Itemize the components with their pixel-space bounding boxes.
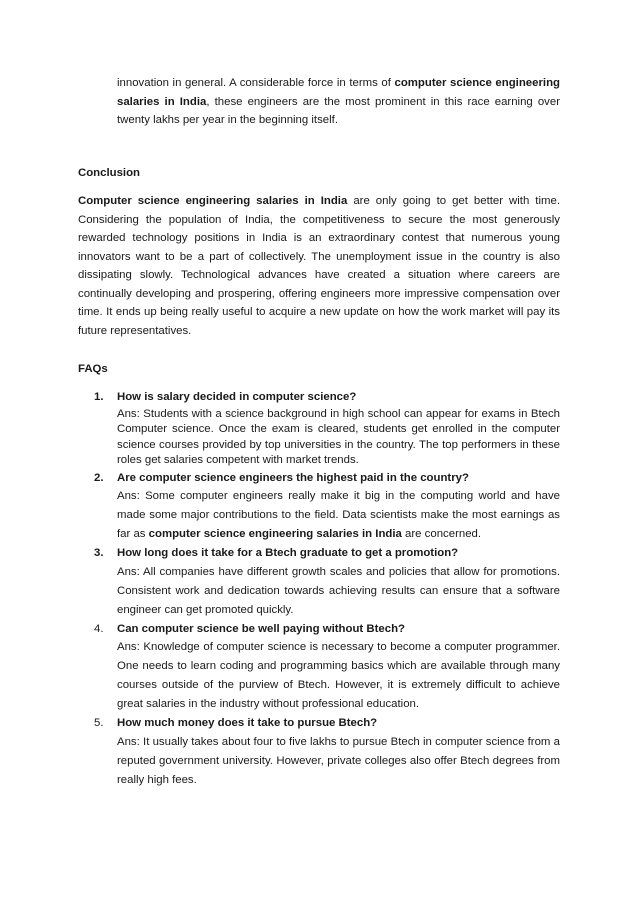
faqs-heading: FAQs xyxy=(78,363,108,375)
faq-answer-text: Ans: Some computer engineers really make it big in the computing world and have made some major contributions to the field. Data scientists make the most earnings as far as xyxy=(117,490,560,540)
faq-number: 1. xyxy=(94,391,104,403)
conclusion-heading: Conclusion xyxy=(78,167,141,179)
faq-item xyxy=(78,469,560,545)
faq-question: How is salary decided in computer science? xyxy=(117,391,357,403)
faq-number: 5. xyxy=(94,717,104,729)
faq-item xyxy=(78,388,560,469)
faq-answer-keyword: computer science engineering salaries in India xyxy=(148,528,402,540)
faq-number: 4. xyxy=(94,622,104,635)
faq-answer xyxy=(117,487,560,544)
faq-number: 2. xyxy=(94,471,104,484)
intro-keyword: computer science engineering salaries in India xyxy=(117,77,560,108)
faq-question: How long does it take for a Btech graduate to get a promotion? xyxy=(117,547,459,559)
faq-answer: Ans: Students with a science background in high school can appear for exams in Btech Computer science. Once the exam is cleared, students get enrolled in the computer science courses provided by top universities in the country. The top performers in these roles get salaries competent with market trends. xyxy=(117,407,560,466)
intro-paragraph xyxy=(117,74,560,130)
conclusion-text: are only going to get better with time. Considering the population of India, the competitiveness to secure the most generously rewarded technology positions in India is an extraordinary contest that numerous young innovators want to be a part of collectively. The unemployment issue in the country is also dissipating slowly. Technological advances have created a situation where careers are continually developing and prospering, offering engineers more impressive compensation over time. It ends up being really useful to acquire a new update on how the work market will pay its future representatives. xyxy=(78,195,560,337)
faq-item xyxy=(78,544,560,620)
faq-list xyxy=(78,388,560,790)
faq-answer-text-end: are concerned. xyxy=(401,528,482,540)
faq-answer: Ans: Knowledge of computer science is necessary to become a computer programmer. One needs to learn coding and programming basics which are available through many courses outside of the purview of Btech. However, it is extremely difficult to achieve great salaries in the industry without professional education. xyxy=(117,641,560,710)
faq-answer: Ans: All companies have different growth scales and policies that allow for promotions. Consistent work and dedication towards achieving results can ensure that a software engineer can get promoted quickly. xyxy=(117,565,560,616)
faq-question: Can computer science be well paying without Btech? xyxy=(117,622,405,635)
intro-text-2: , these engineers are the most prominent in this race earning over twenty lakhs per year in the beginning itself. xyxy=(117,95,560,126)
conclusion-keyword: Computer science engineering salaries in India xyxy=(78,195,348,207)
faq-number: 3. xyxy=(94,547,104,559)
intro-text-1: innovation in general. A considerable force in terms of xyxy=(117,77,395,89)
faq-item xyxy=(78,620,560,715)
faq-question: How much money does it take to pursue Btech? xyxy=(117,717,378,729)
faq-answer: Ans: It usually takes about four to five lakhs to pursue Btech in computer science from a reputed government university. However, private colleges also offer Btech degrees from really high fees. xyxy=(117,735,560,786)
conclusion-paragraph xyxy=(78,192,560,340)
faq-question: Are computer science engineers the highest paid in the country? xyxy=(117,471,469,484)
faq-item xyxy=(78,714,560,790)
